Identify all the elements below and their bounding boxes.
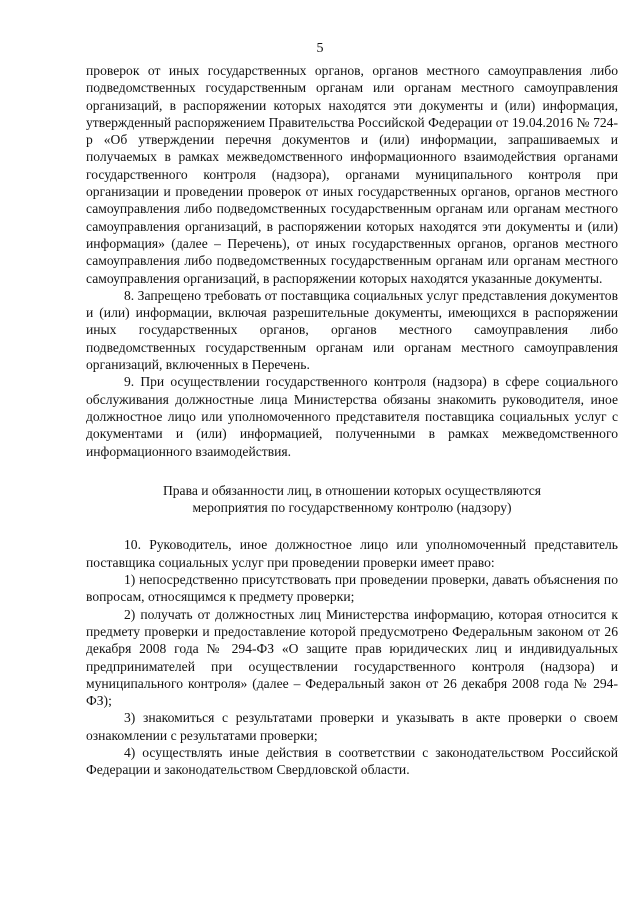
paragraph-item-10-2: 2) получать от должностных лиц Министерства информацию, которая относится к предмету проверки и предоставление которой предусмотрено Федеральным законом от 26 декабря 2008 года № 294-ФЗ «О защите прав юридических лиц и индивидуальных предпринимателей при осуществлении государственного контроля (надзора) и муниципального контроля» (далее – Федеральный закон от 26 декабря 2008 года № 294-ФЗ);: [86, 606, 618, 709]
document-body: [86, 62, 618, 779]
paragraph-item-10: 10. Руководитель, иное должностное лицо или уполномоченный представитель поставщика социальных услуг при проведении проверки имеет право:: [86, 537, 618, 570]
section-heading-line-2: мероприятия по государственному контролю (надзору): [192, 500, 512, 516]
section-heading-line-1: Права и обязанности лиц, в отношении которых осуществляются: [162, 482, 542, 498]
paragraph-item-10-3: 3) знакомиться с результатами проверки и указывать в акте проверки о своем ознакомлении с результатами проверки;: [86, 710, 618, 743]
paragraph-item-8: 8. Запрещено требовать от поставщика социальных услуг представления документов и (или) информации, включая разрешительные документы, имеющихся в распоряжении иных государственных органов, органов местного самоуправления либо подведомственных государственным органам или органам местного самоуправления организаций, включенных в Перечень.: [86, 287, 618, 373]
section-heading: [86, 482, 618, 517]
paragraph-item-9: 9. При осуществлении государственного контроля (надзора) в сфере социального обслуживания должностные лица Министерства обязаны знакомить руководителя, иное должностное лицо или уполномоченного представителя поставщика социальных услуг с документами и (или) информацией, полученными в рамках межведомственного информационного взаимодействия.: [86, 374, 618, 459]
paragraph-item-10-1: 1) непосредственно присутствовать при проведении проверки, давать объяснения по вопросам, относящимся к предмету проверки;: [86, 572, 618, 605]
paragraph-item-10-4: 4) осуществлять иные действия в соответствии с законодательством Российской Федерации и законодательством Свердловской области.: [86, 744, 618, 778]
page-number: 5: [316, 41, 324, 56]
paragraph-continuation: проверок от иных государственных органов, органов местного самоуправления либо подведомственных государственным органам или органам местного самоуправления организаций, в распоряжении которых находятся эти документы и (или) информация, утвержденный распоряжением Правительства Российской Федерации от 19.04.2016 № 724-р «Об утверждении перечня документов и (или) информации, запрашиваемых и получаемых в рамках межведомственного информационного взаимодействия органами государственного контроля (надзора), органами муниципального контроля при организации и проведении проверок от иных государственных органов, органов местного самоуправления либо подведомственных государственным органам или органам местного самоуправления организаций, в распоряжении которых находятся эти документы и (или) информация» (далее – Перечень), от иных государственных органов, органов местного самоуправления либо подведомственных государственным органам или органам местного самоуправления организаций, в распоряжении которых находятся указанные документы.: [86, 63, 618, 286]
